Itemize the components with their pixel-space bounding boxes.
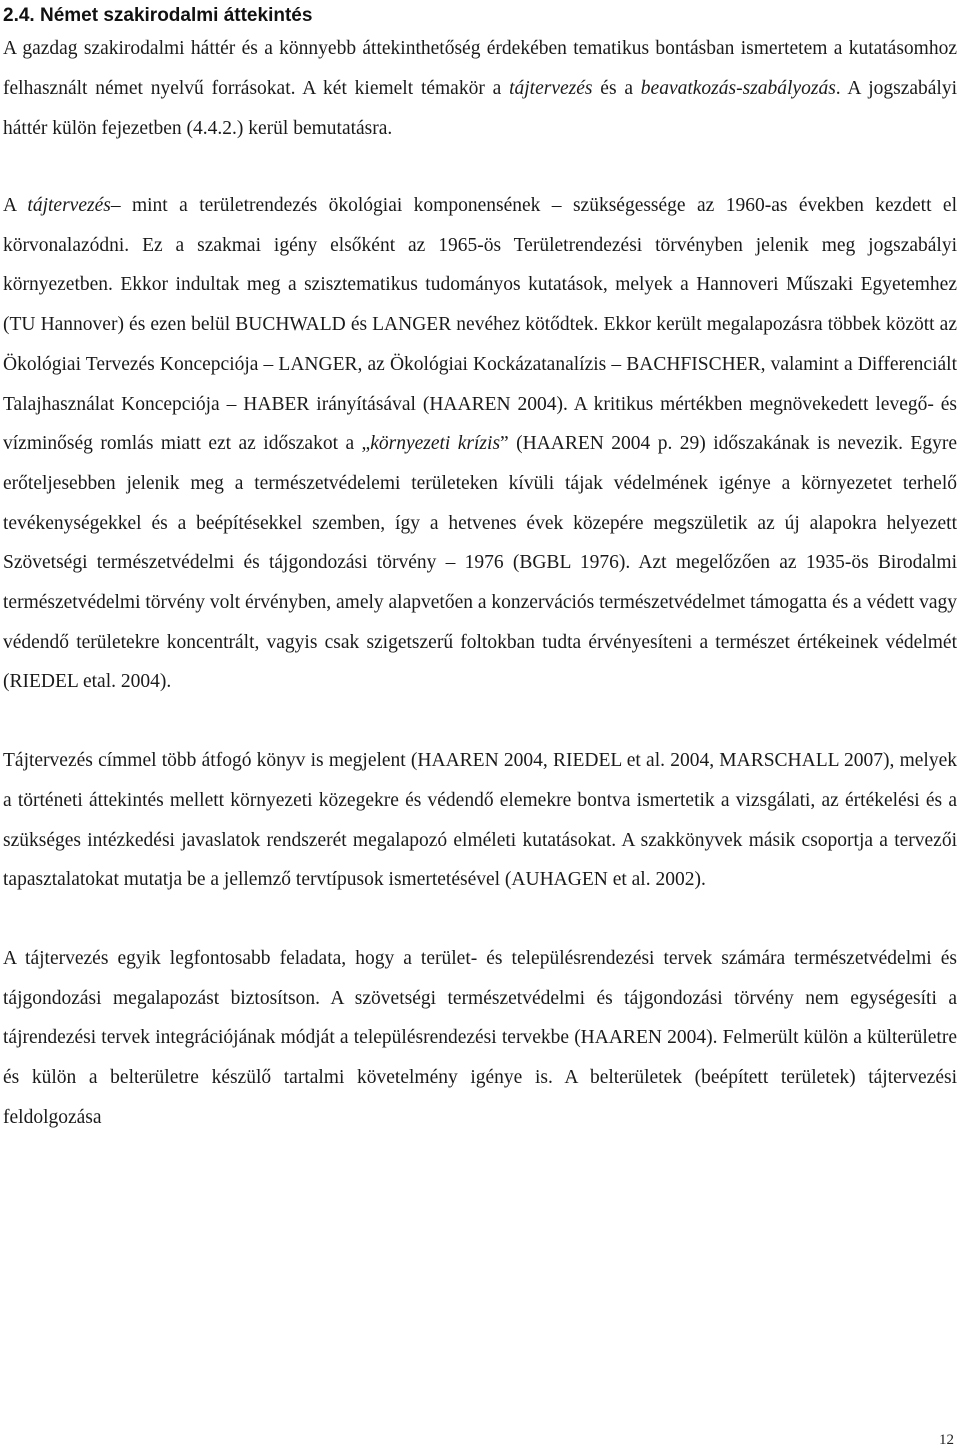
text-run: ” (HAAREN 2004 p. 29) időszakának is nevezik. Egyre erőteljesebben jelenik meg a természetvédelemi területeken kívüli tájak védelmének igénye a környezetet terhelő tevékenységekkel és a beépítésekkel szemben, így a hetvenes évek közepére megszületik az új alapokra helyezett Szövetségi természetvédelmi és tájgondozási törvény – 1976 (BGBL 1976). Azt megelőzően az 1935-ös Birodalmi természetvédelmi törvény volt érvényben, amely alapvetően a konzervációs természetvédelmet támogatta és a védett vagy védendő területekre koncentrált, vagyis csak szigetszerű foltokban tudta érvényesíteni a természet értékeinek védelmét (RIEDEL etal. 2004).: [3, 433, 958, 693]
italic-term: környezeti krízis: [370, 433, 501, 455]
italic-term: tájtervezés: [509, 78, 593, 99]
section-heading: 2.4. Német szakirodalmi áttekintés: [3, 5, 313, 26]
text-run: A: [3, 195, 28, 216]
italic-term: tájtervezés: [27, 195, 111, 216]
paragraph-books: Tájtervezés címmel több átfogó könyv is megjelent (HAAREN 2004, RIEDEL et al. 2004, MARSCHALL 2007), melyek a történeti áttekintés mellett környezeti közegekre és védendő elemekre bontva ismertetik a vizsgálati, az értékelési és a szükséges intézkedési javaslatok rendszerét megalapozó elméleti kutatásokat. A szakkönyvek másik csoportja a tervezői tapasztalatokat mutatja be a jellemző tervtípusok ismertetésével (AUHAGEN et al. 2002).: [3, 750, 957, 891]
paragraph-intro: [3, 29, 957, 149]
text-run: . A jogszabályi háttér külön fejezetben (4.4.2.) kerül bemutatásra.: [3, 78, 957, 139]
text-run: és a: [592, 78, 641, 99]
page-number: 12: [939, 1432, 954, 1448]
italic-term: beavatkozás-szabályozás: [640, 78, 836, 99]
text-run: – mint a területrendezés ökológiai komponensének – szükségessége az 1960-as években kezdett el körvonalazódni. Ez a szakmai igény elsőként az 1965-ös Területrendezési törvényben jelenik meg jogszabályi környezetben. Ekkor indultak meg a szisztematikus tudományos kutatások, melyek a Hannoveri Műszaki Egyetemhez (TU Hannover) és ezen belül BUCHWALD és LANGER nevéhez kötődtek. Ekkor került megalapozásra többek között az Ökológiai Tervezés Koncepciója – LANGER, az Ökológiai Kockázatanalízis – BACHFISCHER, valamint a Differenciált Talajhasználat Koncepciója – HABER irányításával (HAAREN 2004). A kritikus mértékben megnövekedett levegő- és vízminőség romlás miatt ezt az időszakot a „: [3, 195, 957, 455]
paragraph-tasks: A tájtervezés egyik legfontosabb feladata, hogy a terület- és településrendezési tervek számára természetvédelmi és tájgondozási megalapozást biztosítson. A szövetségi természetvédelmi és tájgondozási törvény nem egységesíti a tájrendezési tervek integrációjának módját a településrendezési tervekbe (HAAREN 2004). Felmerült külön a külterületre és külön a belterületre készülő tartalmi követelmény igénye is. A belterületek (beépített területek) tájtervezési feldolgozása: [3, 947, 957, 1128]
text-run: A gazdag szakirodalmi háttér és a könnyebb áttekinthetőség érdekében tematikus bontásban ismertetem a kutatásomhoz felhasznált német nyelvű forrásokat. A két kiemelt témakör a: [3, 38, 957, 99]
paragraph-history: [3, 186, 957, 702]
document-page: [3, 0, 957, 1137]
